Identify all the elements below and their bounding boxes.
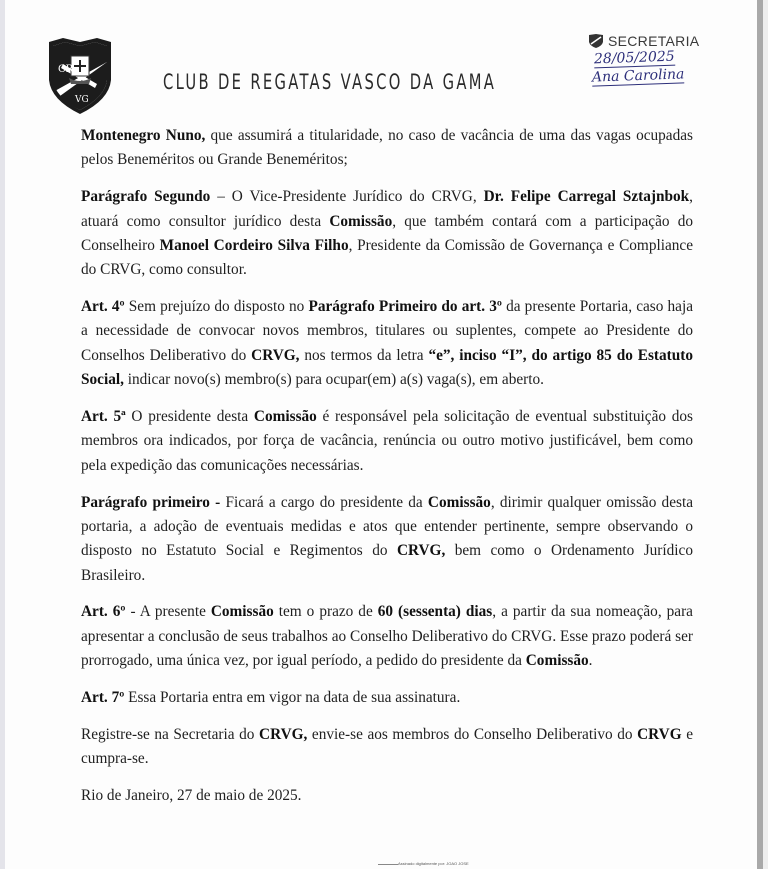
bold-text: 60 (sessenta) dias	[377, 603, 493, 621]
stamp-label: SECRETARIA	[608, 33, 700, 49]
bold-text: Comissão	[210, 603, 274, 621]
closing-statement	[81, 723, 693, 772]
bold-text: CRVG	[637, 726, 682, 744]
text: Sem prejuízo do disposto no	[124, 298, 309, 316]
article-5	[81, 405, 693, 478]
text: .	[588, 652, 593, 670]
text: , Presidente da Comissão de Governança e Compliance do CRVG, como consultor.	[81, 236, 693, 279]
place-and-date: Rio de Janeiro, 27 de maio de 2025.	[81, 787, 302, 805]
paragraph-primeiro	[81, 491, 693, 588]
bold-text: “e”, inciso “I”, do artigo 85 do Estatuto Social,	[81, 346, 693, 389]
article-4	[81, 295, 693, 392]
text: – O Vice-Presidente Jurídico do CRVG,	[210, 188, 484, 206]
text: tem o prazo de	[273, 603, 378, 621]
article-7	[81, 686, 693, 710]
svg-text:CR: CR	[58, 64, 74, 75]
text: é responsável pela solicitação de eventual substituição dos membros ora indicados, por força de vacância, renúncia ou outro motivo justificável, bem como pela expedição das comunicações necessárias.	[81, 408, 693, 474]
text: e cumpra-se.	[81, 726, 693, 768]
stamp-handwritten-date: 28/05/2025	[593, 48, 675, 68]
paragraph-segundo	[81, 185, 693, 282]
text: indicar novo(s) membro(s) para ocupar(em) a(s) vaga(s), em aberto.	[123, 371, 544, 389]
digital-signature-note: Assinado digitalmente por: JOAO JOSE	[398, 861, 469, 866]
text: bem como o Ordenamento Jurídico Brasileiro.	[81, 542, 693, 584]
secretaria-stamp	[588, 33, 728, 85]
bold-text: Montenegro Nuno,	[81, 127, 206, 144]
text: Essa Portaria entra em vigor na data de sua assinatura.	[124, 689, 461, 707]
bold-text: Manoel Cordeiro Silva Filho	[159, 236, 349, 254]
bold-text: Dr. Felipe Carregal Sztajnbok	[483, 188, 690, 206]
stamp-handwritten-name: Ana Carolina	[591, 66, 685, 86]
paragraph-continuation	[81, 124, 693, 173]
text: , a partir da sua nomeação, para apresentar a conclusão de seus trabalhos ao Conselho Deliberativo do CRVG. Esse prazo poderá ser prorrogado, uma única vez, por igual período, a pedido do presidente da	[81, 603, 693, 670]
vasco-shield-icon	[588, 33, 604, 49]
page-right-margin	[763, 0, 768, 869]
bold-text: Art. 6º	[81, 603, 126, 621]
club-name-heading: CLUB DE REGATAS VASCO DA GAMA	[163, 70, 497, 94]
bold-text: Comissão	[525, 652, 589, 670]
page-left-edge	[0, 0, 5, 869]
text: O presidente desta	[125, 408, 254, 426]
bold-text: CRVG,	[396, 542, 446, 560]
text: - A presente	[125, 603, 211, 621]
bold-text: Parágrafo Primeiro do art. 3º	[308, 298, 502, 316]
text: Registre-se na Secretaria do	[81, 726, 260, 744]
signature-line	[378, 864, 398, 865]
bold-text: Art. 4º	[81, 298, 125, 316]
text: da presente Portaria, caso haja a necessidade de convocar novos membros, titulares ou suplentes, compete ao Presidente do Conselhos Deliberativo do	[81, 298, 694, 364]
bold-text: Parágrafo Segundo	[81, 188, 211, 206]
document-body	[81, 124, 693, 821]
bold-text: Art. 5ª	[81, 408, 126, 426]
bold-text: Comissão	[253, 408, 317, 426]
bold-text: Comissão	[427, 493, 491, 511]
bold-text: CRVG,	[259, 726, 308, 744]
bold-text: Comissão	[329, 212, 393, 230]
text: que assumirá a titularidade, no caso de vacância de uma das vagas ocupadas pelos Beneméritos ou Grande Beneméritos;	[81, 127, 693, 169]
text: envie-se aos membros do Conselho Deliberativo do	[307, 726, 638, 744]
svg-text:VG: VG	[75, 95, 89, 105]
text: , atuará como consultor jurídico desta	[81, 188, 693, 230]
text: Ficará a cargo do presidente da	[220, 493, 428, 511]
text: , dirimir qualquer omissão desta portaria, a adoção de eventuais medidas e atos que entender pertinente, sempre observando o disposto no Estatuto Social e Regimentos do	[81, 493, 693, 560]
article-6	[81, 600, 693, 673]
text: nos termos da letra	[299, 346, 429, 364]
bold-text: CRVG,	[251, 346, 300, 364]
vasco-shield-logo	[45, 34, 115, 116]
text: , que também contará com a participação do Conselheiro	[81, 212, 694, 254]
bold-text: Art. 7º	[81, 689, 125, 707]
bold-text: Parágrafo primeiro -	[81, 493, 221, 511]
